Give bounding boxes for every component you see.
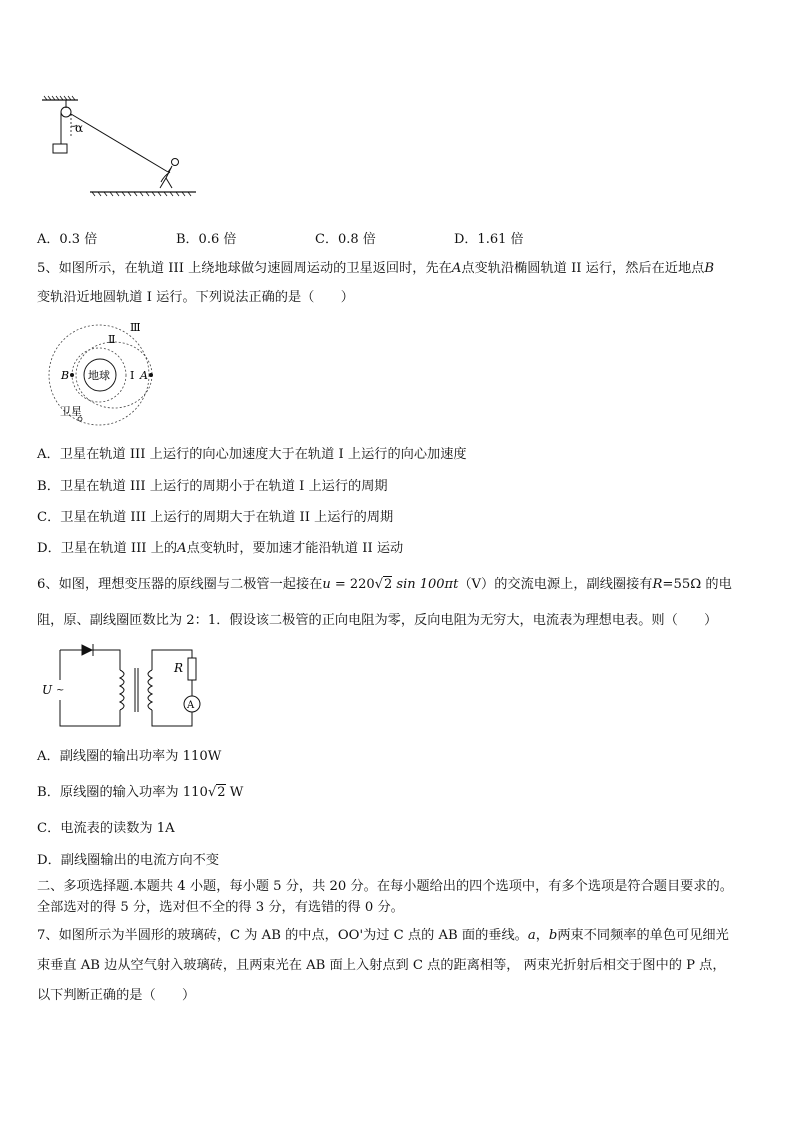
q7-line1: 7、如图所示为半圆形的玻璃砖，C 为 AB 的中点，OO'为过 C 点的 AB 面的垂线。a，b两束不同频率的单色可见细光 xyxy=(37,928,729,943)
point-a-label: A xyxy=(140,369,148,382)
q5-stem-line1: 5、如图所示，在轨道 III 上绕地球做匀速圆周运动的卫星返回时，先在A点变轨沿椭圆轨道 II 运行，然后在近地点B xyxy=(37,261,715,276)
person-icon xyxy=(160,159,179,189)
q6-stem-line1: 6、如图，理想变压器的原线圈与二极管一起接在u = 220√2 sin 100πt（V）的交流电源上，副线圈接有R=55Ω 的电 xyxy=(37,577,732,592)
q4-option-b[interactable]: B．0.6 倍 xyxy=(176,232,237,247)
q5-option-b[interactable]: B．卫星在轨道 III 上运行的周期小于在轨道 I 上运行的周期 xyxy=(37,479,388,494)
angle-label: α xyxy=(75,121,84,135)
q6-option-c[interactable]: C．电流表的读数为 1A xyxy=(37,821,175,836)
pulley-figure xyxy=(38,92,198,202)
q4-option-a[interactable]: A．0.3 倍 xyxy=(37,232,98,247)
orbit-2-label: Ⅱ xyxy=(108,333,116,346)
earth-label: 地球 xyxy=(88,369,110,382)
q5-option-a[interactable]: A．卫星在轨道 III 上运行的向心加速度大于在轨道 I 上运行的向心加速度 xyxy=(37,447,467,462)
ac-source-icon: ~ xyxy=(56,685,65,696)
q6-stem-line2: 阻，原、副线圈匝数比为 2：1．假设该二极管的正向电阻为零，反向电阻为无穷大，电流表为理想电表。则（ ） xyxy=(37,613,718,628)
section2-line1: 二、多项选择题.本题共 4 小题，每小题 5 分，共 20 分。在每小题给出的四个选项中，有多个选项是符合题目要求的。 xyxy=(37,879,733,894)
q4-option-d[interactable]: D．1.61 倍 xyxy=(454,232,524,247)
resistor-label: R xyxy=(174,661,184,675)
q5-option-d[interactable]: D．卫星在轨道 III 上的A点变轨时，要加速才能沿轨道 II 运动 xyxy=(37,541,404,556)
q4-option-c[interactable]: C．0.8 倍 xyxy=(315,232,376,247)
q5-stem-line2: 变轨沿近地圆轨道 I 运行。下列说法正确的是（ ） xyxy=(37,290,354,305)
q7-line3: 以下判断正确的是（ ） xyxy=(37,988,196,1003)
point-b-label: B xyxy=(61,369,70,382)
transformer-circuit-figure xyxy=(36,640,216,735)
orbit-1-label: I xyxy=(130,369,135,382)
q6-option-b[interactable]: B．原线圈的输入功率为 110√2 W xyxy=(37,785,244,800)
orbit-3-label: Ⅲ xyxy=(130,321,141,334)
section2-line2: 全部选对的得 5 分，选对但不全的得 3 分，有选错的得 0 分。 xyxy=(37,900,404,915)
source-label: U xyxy=(42,683,53,697)
q6-option-d[interactable]: D．副线圈输出的电流方向不变 xyxy=(37,853,220,868)
q6-formula: u = 220√2 sin 100πt xyxy=(322,577,459,592)
q7-line2: 束垂直 AB 边从空气射入玻璃砖，且两束光在 AB 面上入射点到 C 点的距离相等， 两束光折射后相交于图中的 P 点， xyxy=(37,958,726,973)
q5-option-c[interactable]: C．卫星在轨道 III 上运行的周期大于在轨道 II 上运行的周期 xyxy=(37,510,394,525)
orbit-figure xyxy=(44,318,164,428)
ammeter-label: A xyxy=(187,700,195,711)
satellite-label: 卫星 xyxy=(60,405,82,418)
q6-option-a[interactable]: A．副线圈的输出功率为 110W xyxy=(37,749,222,764)
